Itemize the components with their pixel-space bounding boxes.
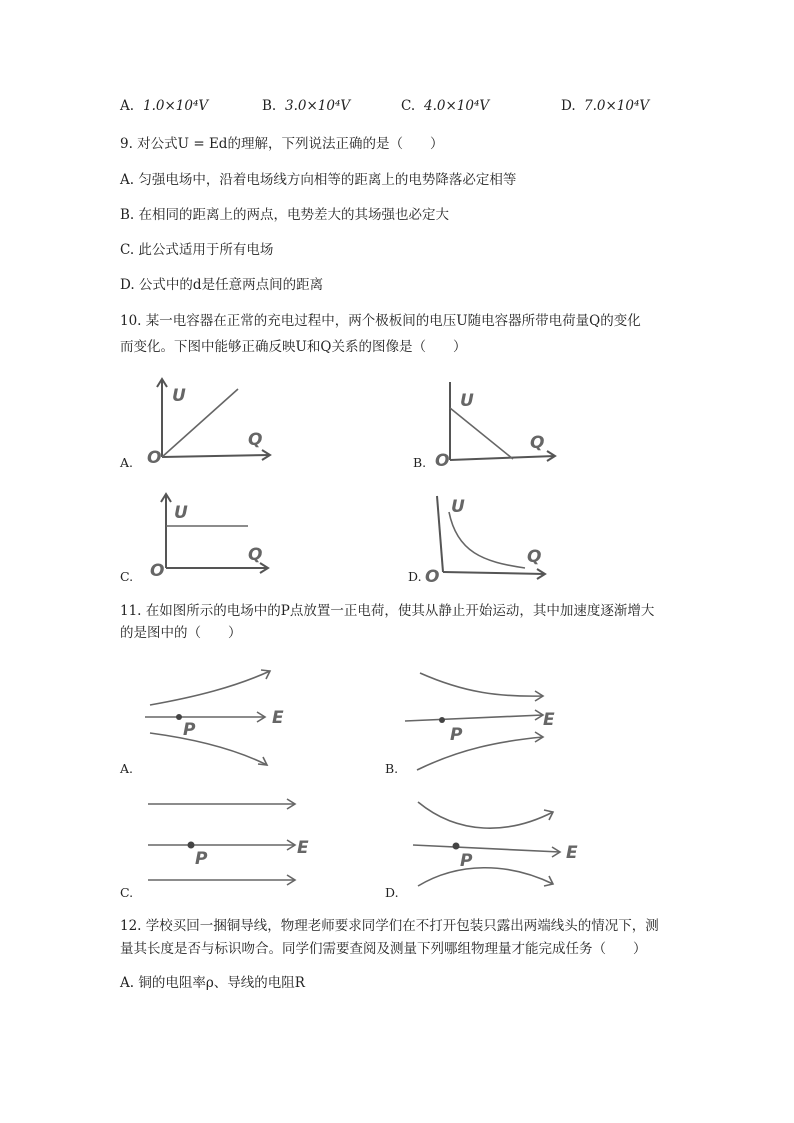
q10-label-c: C. [120, 569, 134, 584]
q12-stem-line1: 12. 学校买回一捆铜导线，物理老师要求同学们在不打开包装只露出两端线头的情况下，测 [120, 918, 659, 934]
q10c-u-label: U [174, 503, 188, 523]
q9-option-c: C. 此公式适用于所有电场 [120, 242, 274, 258]
q10b-o-label: O [435, 451, 450, 471]
q10-label-d: D. [408, 569, 422, 584]
q10c-o-label: O [150, 561, 165, 581]
q8-option-a: A. [120, 98, 135, 114]
q10d-o-label: O [425, 567, 440, 587]
q11-field-d [408, 790, 588, 900]
q10-stem-line1: 10. 某一电容器在正常的充电过程中，两个极板间的电压U随电容器所带电荷量Q的变化 [120, 313, 641, 329]
q11d-p-label: P [460, 851, 473, 871]
q11d-point-p-dot [453, 843, 460, 850]
q10b-u-label: U [460, 391, 474, 411]
q10b-q-label: Q [530, 433, 545, 453]
q9-option-d: D. 公式中的d是任意两点间的距离 [120, 277, 324, 293]
q8-option-c-value: 4.0×10⁴V [424, 98, 490, 114]
q9-option-b: B. 在相同的距离上的两点，电势差大的其场强也必定大 [120, 207, 450, 223]
q11c-e-label: E [297, 838, 309, 858]
q8-option-d-value: 7.0×10⁴V [584, 98, 650, 114]
q12-stem-line2: 量其长度是否与标识吻合。同学们需要查阅及测量下列哪组物理量才能完成任务（ ） [120, 941, 647, 957]
q10-graph-a [145, 375, 275, 470]
q8-option-b-value: 3.0×10⁴V [285, 98, 351, 114]
q10c-q-label: Q [248, 545, 263, 565]
q11-field-b [405, 665, 565, 775]
q11c-p-label: P [195, 849, 208, 869]
q10d-u-label: U [451, 497, 465, 517]
q10-stem-line2: 而变化。下图中能够正确反映U和Q关系的图像是（ ） [120, 339, 467, 355]
q11a-point-p-dot [176, 714, 182, 720]
q10-label-b: B. [413, 455, 427, 470]
q11a-e-label: E [272, 708, 284, 728]
q10-label-a: A. [120, 455, 134, 470]
q8-option-c: C. [401, 98, 416, 114]
q10-graph-b [435, 378, 560, 471]
q11b-point-p-dot [439, 717, 445, 723]
q11-stem-line1: 11. 在如图所示的电场中的P点放置一正电荷，使其从静止开始运动，其中加速度逐渐增大 [120, 603, 655, 619]
q8-option-a-value: 1.0×10⁴V [143, 98, 209, 114]
q11d-e-label: E [566, 843, 578, 863]
q11-field-c [145, 790, 320, 890]
q11c-point-p-dot [188, 842, 195, 849]
q11-label-c: C. [120, 885, 134, 900]
q11-field-a [145, 665, 305, 775]
q11-label-b: B. [385, 761, 399, 776]
q10a-u-label: U [172, 386, 186, 406]
q11-label-d: D. [385, 885, 399, 900]
q10a-o-label: O [147, 448, 162, 468]
q10-graph-d [425, 490, 550, 585]
q8-option-d: D. [561, 98, 576, 114]
q10d-q-label: Q [527, 547, 542, 567]
q9-option-a: A. 匀强电场中，沿着电场线方向相等的距离上的电势降落必定相等 [120, 172, 517, 188]
q11b-e-label: E [543, 710, 555, 730]
q8-option-b: B. [262, 98, 277, 114]
q11a-p-label: P [183, 720, 196, 740]
q10a-q-label: Q [248, 430, 263, 450]
q11b-p-label: P [450, 725, 463, 745]
q11-label-a: A. [120, 761, 134, 776]
q11-stem-line2: 的是图中的（ ） [120, 625, 242, 641]
q12-option-a: A. 铜的电阻率ρ、导线的电阻R [120, 975, 305, 991]
q10-graph-c [148, 490, 273, 580]
q9-stem: 9. 对公式U = Ed的理解，下列说法正确的是（ ） [120, 136, 444, 152]
